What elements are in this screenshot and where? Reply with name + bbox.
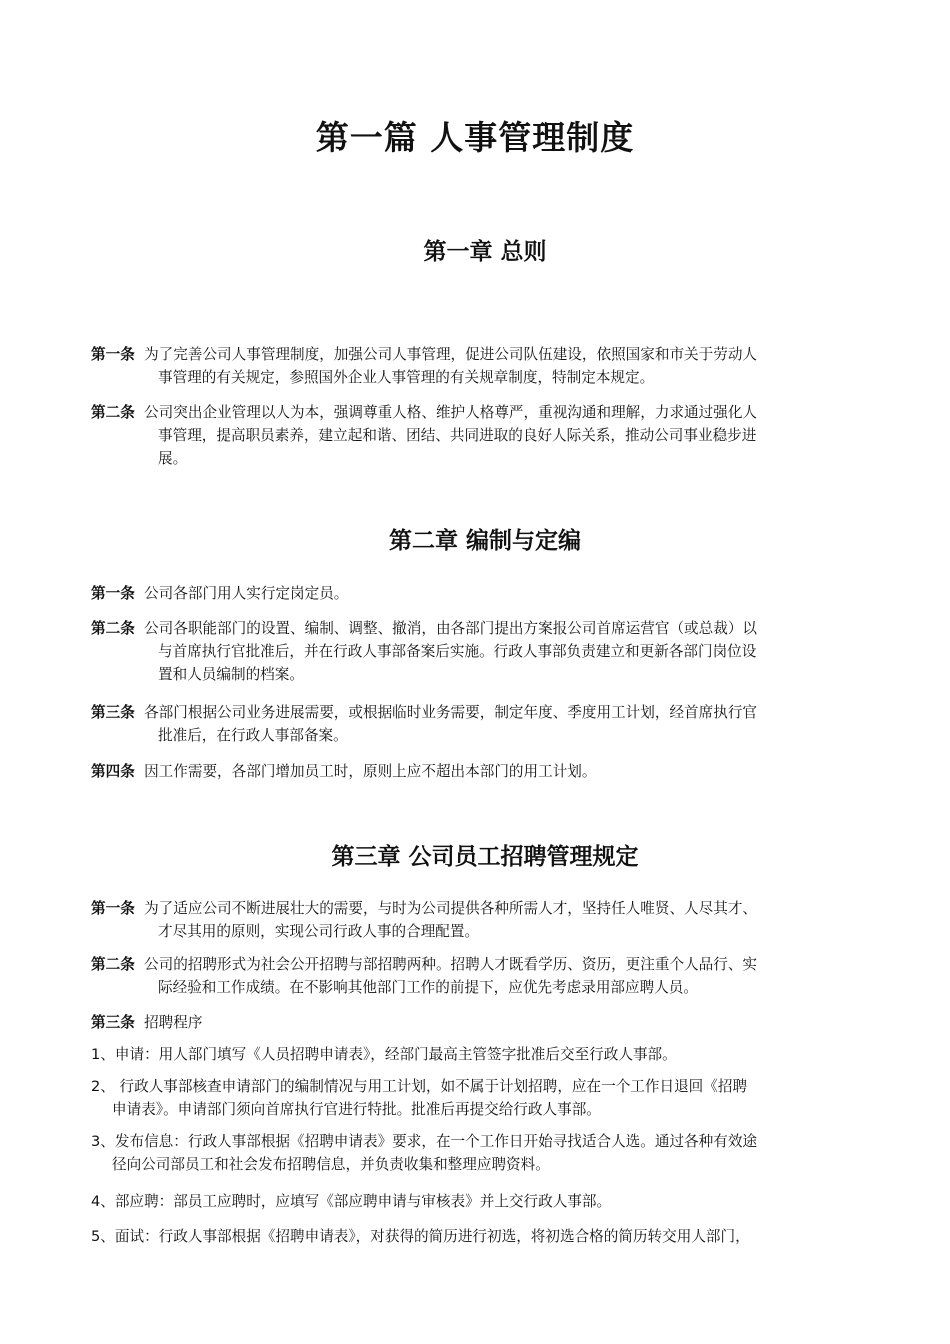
article-line: 公司的招聘形式为社会公开招聘与部招聘两种。招聘人才既看学历、资历，更注重个人品行、实 — [144, 956, 758, 973]
chapter3-article-3 — [91, 1011, 861, 1034]
article-line: 事管理的有关规定，参照国外企业人事管理的有关规章制度，特制定本规定。 — [158, 369, 655, 386]
article-line: 公司各部门用人实行定岗定员。 — [144, 585, 349, 602]
article-line: 际经验和工作成绩。在不影响其他部门工作的前提下，应优先考虑录用部应聘人员。 — [158, 979, 698, 996]
article-label: 第二条 — [91, 620, 135, 637]
chapter2-article-3 — [91, 701, 861, 747]
chapter2-article-1 — [91, 582, 861, 605]
article-label: 第一条 — [91, 346, 135, 363]
chapter-title-2: 第二章 编制与定编 — [388, 528, 581, 554]
article-line: 展。 — [158, 450, 188, 467]
chapter-title-1: 第一章 总则 — [423, 239, 547, 265]
article-label: 第三条 — [91, 704, 135, 721]
item-line: 申请表》。申请部门须向首席执行官进行特批。批准后再提交给行政人事部。 — [112, 1101, 601, 1118]
item-line: 5、面试：行政人事部根据《招聘申请表》，对获得的简历进行初选，将初选合格的简历转交用人部门， — [91, 1228, 750, 1245]
article-line: 因工作需要，各部门增加员工时，原则上应不超出本部门的用工计划。 — [144, 763, 597, 780]
procedure-item-3 — [91, 1130, 861, 1176]
item-line: 2、 行政人事部核查申请部门的编制情况与用工计划，如不属于计划招聘，应在一个工作日退回《招聘 — [91, 1078, 748, 1095]
article-line: 才尽其用的原则，实现公司行政人事的合理配置。 — [158, 923, 480, 940]
article-line: 批准后，在行政人事部备案。 — [158, 727, 348, 744]
article-line: 公司突出企业管理以人为本，强调尊重人格、维护人格尊严，重视沟通和理解，力求通过强化人 — [144, 404, 758, 421]
article-label: 第四条 — [91, 763, 135, 780]
procedure-item-4 — [91, 1190, 861, 1213]
chapter1-article-2 — [91, 401, 861, 470]
article-line: 与首席执行官批准后，并在行政人事部备案后实施。行政人事部负责建立和更新各部门岗位设 — [158, 643, 757, 660]
chapter2-article-4 — [91, 760, 861, 783]
article-line: 公司各职能部门的设置、编制、调整、撤消，由各部门提出方案报公司首席运营官（或总裁）以 — [144, 620, 758, 637]
chapter3-article-2 — [91, 953, 861, 999]
chapter2-article-2 — [91, 617, 861, 686]
chapter-title-3: 第三章 公司员工招聘管理规定 — [331, 844, 639, 870]
article-line: 为了适应公司不断进展壮大的需要，与时为公司提供各种所需人才，坚持任人唯贤、人尽其才、 — [144, 900, 758, 917]
article-line: 事管理，提高职员素养，建立起和谐、团结、共同进取的良好人际关系，推动公司事业稳步进 — [158, 427, 757, 444]
article-label: 第三条 — [91, 1014, 135, 1031]
article-line: 为了完善公司人事管理制度，加强公司人事管理，促进公司队伍建设，依照国家和市关于劳动人 — [144, 346, 758, 363]
procedure-item-2 — [91, 1075, 861, 1121]
article-label: 第二条 — [91, 956, 135, 973]
article-line: 各部门根据公司业务进展需要，或根据临时业务需要，制定年度、季度用工计划，经首席执行官 — [144, 704, 758, 721]
article-label: 第一条 — [91, 900, 135, 917]
article-line: 招聘程序 — [144, 1014, 203, 1031]
item-line: 3、发布信息：行政人事部根据《招聘申请表》要求，在一个工作日开始寻找适合人选。通过各种有效途 — [91, 1133, 758, 1150]
item-line: 4、部应聘：部员工应聘时，应填写《部应聘申请与审核表》并上交行政人事部。 — [91, 1193, 612, 1210]
chapter3-article-1 — [91, 897, 861, 943]
article-label: 第一条 — [91, 585, 135, 602]
document-title: 第一篇 人事管理制度 — [315, 118, 635, 157]
article-label: 第二条 — [91, 404, 135, 421]
item-line: 1、申请：用人部门填写《人员招聘申请表》，经部门最高主管签字批准后交至行政人事部。 — [91, 1046, 677, 1063]
procedure-item-1 — [91, 1043, 861, 1066]
chapter1-article-1 — [91, 343, 861, 389]
item-line: 径向公司部员工和社会发布招聘信息，并负责收集和整理应聘资料。 — [112, 1156, 550, 1173]
procedure-item-5 — [91, 1225, 861, 1248]
article-line: 置和人员编制的档案。 — [158, 666, 304, 683]
